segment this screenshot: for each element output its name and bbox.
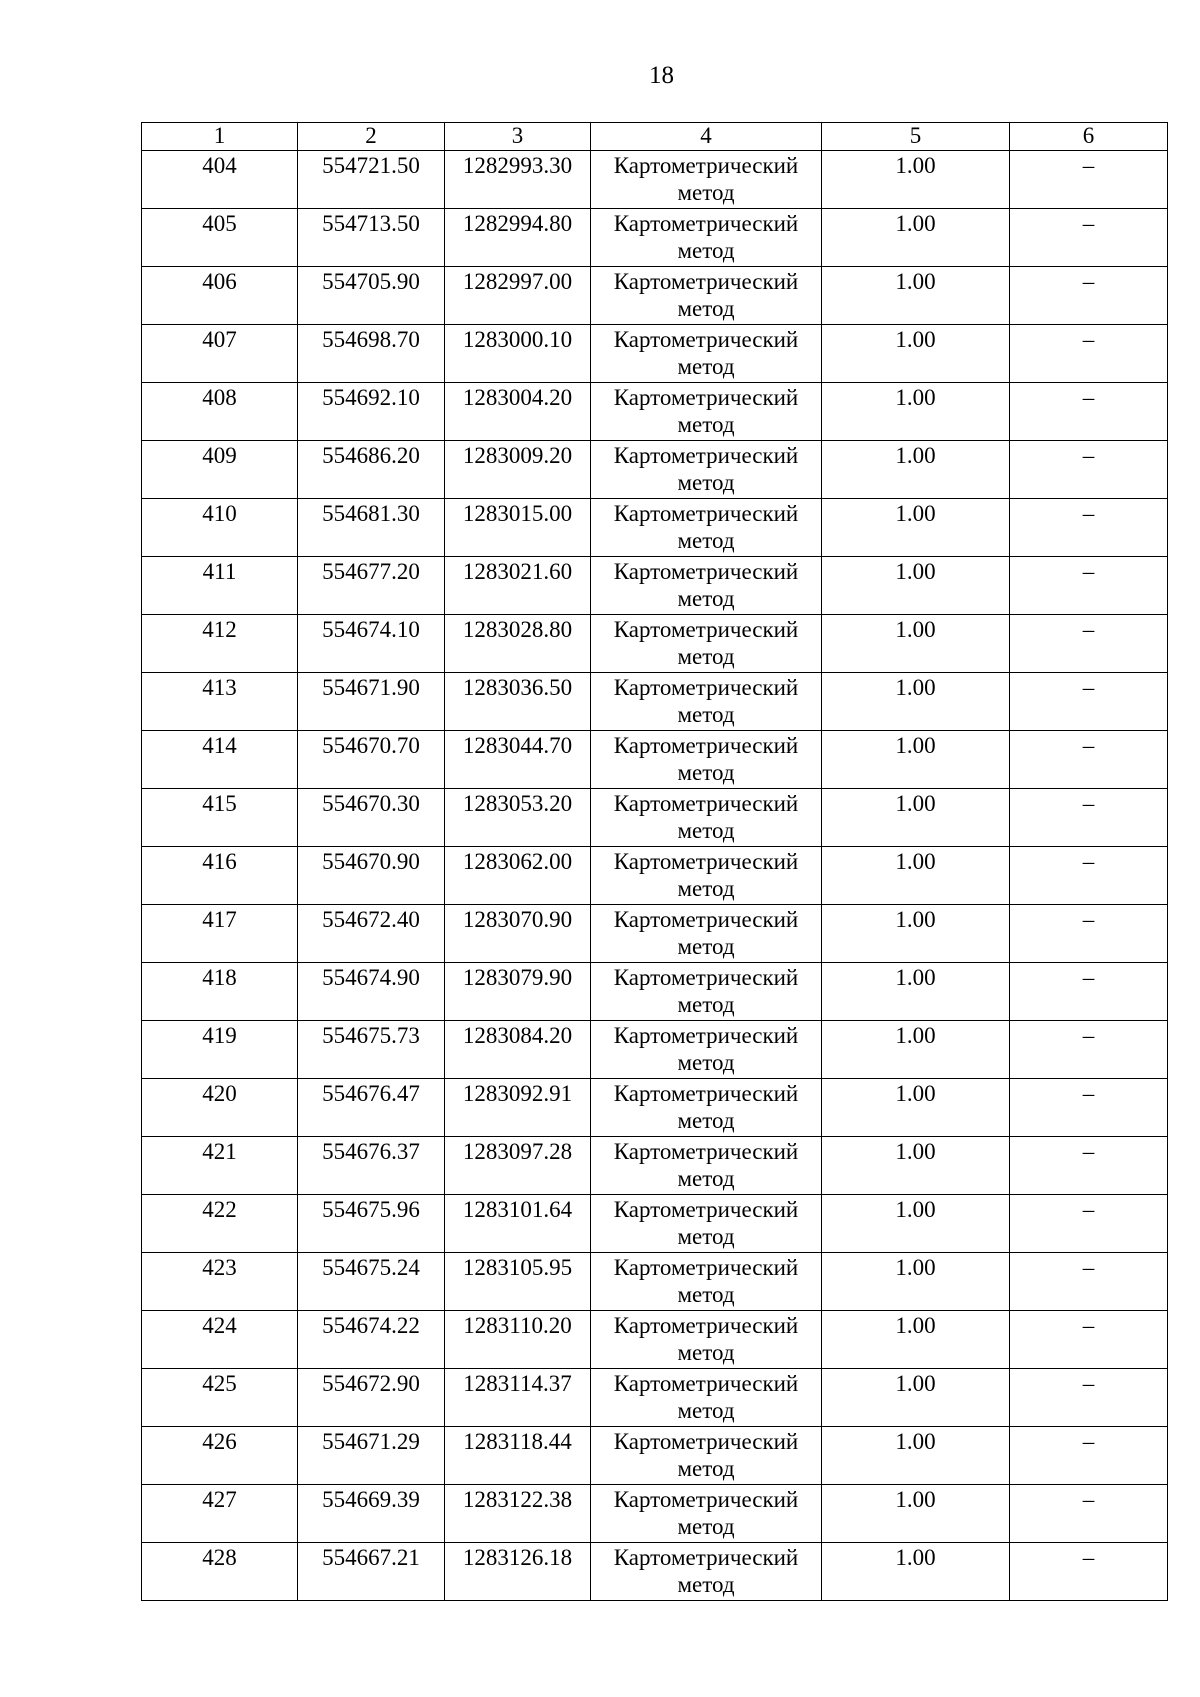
x-coordinate-cell: 554675.24 (298, 1253, 445, 1311)
point-number-cell: 404 (142, 151, 298, 209)
method-line: метод (677, 296, 735, 321)
x-coordinate-cell: 554674.10 (298, 615, 445, 673)
method-line: Картометрический (613, 1255, 799, 1280)
x-coordinate-cell: 554676.47 (298, 1079, 445, 1137)
header-cell-point-number: 1 (142, 123, 298, 151)
accuracy-cell: 1.00 (822, 1195, 1010, 1253)
y-coordinate-cell: 1283070.90 (445, 905, 591, 963)
header-cell-y: 3 (445, 123, 591, 151)
method-cell (591, 1195, 822, 1253)
note-cell: – (1010, 615, 1168, 673)
x-coordinate-cell: 554705.90 (298, 267, 445, 325)
y-coordinate-cell: 1283122.38 (445, 1485, 591, 1543)
note-cell: – (1010, 325, 1168, 383)
method-cell (591, 557, 822, 615)
point-number-cell: 421 (142, 1137, 298, 1195)
method-cell (591, 267, 822, 325)
point-number-cell: 425 (142, 1369, 298, 1427)
method-line: Картометрический (613, 733, 799, 758)
method-cell (591, 1137, 822, 1195)
method-cell (591, 1079, 822, 1137)
point-number-cell: 410 (142, 499, 298, 557)
y-coordinate-cell: 1283084.20 (445, 1021, 591, 1079)
note-cell: – (1010, 731, 1168, 789)
method-line: метод (677, 1166, 735, 1191)
accuracy-cell: 1.00 (822, 151, 1010, 209)
point-number-cell: 419 (142, 1021, 298, 1079)
note-cell: – (1010, 499, 1168, 557)
accuracy-cell: 1.00 (822, 267, 1010, 325)
table-row (142, 673, 1168, 731)
table-row (142, 731, 1168, 789)
point-number-cell: 408 (142, 383, 298, 441)
point-number-cell: 415 (142, 789, 298, 847)
table-row (142, 847, 1168, 905)
table-row (142, 209, 1168, 267)
x-coordinate-cell: 554667.21 (298, 1543, 445, 1601)
note-cell: – (1010, 1253, 1168, 1311)
y-coordinate-cell: 1283101.64 (445, 1195, 591, 1253)
x-coordinate-cell: 554692.10 (298, 383, 445, 441)
x-coordinate-cell: 554677.20 (298, 557, 445, 615)
accuracy-cell: 1.00 (822, 1021, 1010, 1079)
note-cell: – (1010, 151, 1168, 209)
note-cell: – (1010, 1021, 1168, 1079)
y-coordinate-cell: 1283126.18 (445, 1543, 591, 1601)
note-cell: – (1010, 1427, 1168, 1485)
point-number-cell: 428 (142, 1543, 298, 1601)
accuracy-cell: 1.00 (822, 1253, 1010, 1311)
method-cell (591, 499, 822, 557)
x-coordinate-cell: 554713.50 (298, 209, 445, 267)
point-number-cell: 406 (142, 267, 298, 325)
table-row (142, 963, 1168, 1021)
method-cell (591, 905, 822, 963)
note-cell: – (1010, 1195, 1168, 1253)
table-row (142, 1079, 1168, 1137)
y-coordinate-cell: 1283118.44 (445, 1427, 591, 1485)
accuracy-cell: 1.00 (822, 557, 1010, 615)
method-cell (591, 731, 822, 789)
accuracy-cell: 1.00 (822, 325, 1010, 383)
note-cell: – (1010, 789, 1168, 847)
table-row (142, 615, 1168, 673)
method-line: метод (677, 470, 735, 495)
method-line: метод (677, 1108, 735, 1133)
point-number-cell: 417 (142, 905, 298, 963)
method-line: метод (677, 1050, 735, 1075)
header-cell-accuracy: 5 (822, 123, 1010, 151)
y-coordinate-cell: 1282994.80 (445, 209, 591, 267)
method-line: метод (677, 1398, 735, 1423)
method-line: Картометрический (613, 1545, 799, 1570)
point-number-cell: 422 (142, 1195, 298, 1253)
method-line: Картометрический (613, 849, 799, 874)
accuracy-cell: 1.00 (822, 1485, 1010, 1543)
method-line: метод (677, 992, 735, 1017)
method-line: Картометрический (613, 327, 799, 352)
header-row (142, 123, 1168, 151)
table-row (142, 1485, 1168, 1543)
note-cell: – (1010, 847, 1168, 905)
method-line: Картометрический (613, 1371, 799, 1396)
table-row (142, 151, 1168, 209)
method-cell (591, 963, 822, 1021)
y-coordinate-cell: 1283105.95 (445, 1253, 591, 1311)
page-number: 18 (649, 62, 674, 89)
x-coordinate-cell: 554721.50 (298, 151, 445, 209)
table-body (142, 151, 1168, 1601)
point-number-cell: 424 (142, 1311, 298, 1369)
coordinates-table (141, 122, 1168, 1601)
x-coordinate-cell: 554675.96 (298, 1195, 445, 1253)
accuracy-cell: 1.00 (822, 731, 1010, 789)
note-cell: – (1010, 441, 1168, 499)
method-line: Картометрический (613, 1139, 799, 1164)
x-coordinate-cell: 554671.29 (298, 1427, 445, 1485)
method-line: метод (677, 876, 735, 901)
table-row (142, 441, 1168, 499)
y-coordinate-cell: 1283062.00 (445, 847, 591, 905)
point-number-cell: 416 (142, 847, 298, 905)
x-coordinate-cell: 554672.40 (298, 905, 445, 963)
method-line: Картометрический (613, 907, 799, 932)
y-coordinate-cell: 1283028.80 (445, 615, 591, 673)
method-cell (591, 1543, 822, 1601)
y-coordinate-cell: 1282993.30 (445, 151, 591, 209)
note-cell: – (1010, 557, 1168, 615)
method-cell (591, 847, 822, 905)
method-cell (591, 383, 822, 441)
method-cell (591, 1369, 822, 1427)
method-line: Картометрический (613, 791, 799, 816)
method-line: Картометрический (613, 501, 799, 526)
note-cell: – (1010, 383, 1168, 441)
point-number-cell: 414 (142, 731, 298, 789)
x-coordinate-cell: 554671.90 (298, 673, 445, 731)
method-line: Картометрический (613, 1313, 799, 1338)
x-coordinate-cell: 554676.37 (298, 1137, 445, 1195)
accuracy-cell: 1.00 (822, 383, 1010, 441)
y-coordinate-cell: 1283044.70 (445, 731, 591, 789)
y-coordinate-cell: 1283079.90 (445, 963, 591, 1021)
table-row (142, 1311, 1168, 1369)
y-coordinate-cell: 1283053.20 (445, 789, 591, 847)
method-cell (591, 151, 822, 209)
method-line: метод (677, 354, 735, 379)
y-coordinate-cell: 1283004.20 (445, 383, 591, 441)
accuracy-cell: 1.00 (822, 615, 1010, 673)
table-row (142, 1253, 1168, 1311)
y-coordinate-cell: 1282997.00 (445, 267, 591, 325)
method-line: метод (677, 1456, 735, 1481)
x-coordinate-cell: 554674.90 (298, 963, 445, 1021)
y-coordinate-cell: 1283015.00 (445, 499, 591, 557)
method-line: Картометрический (613, 1487, 799, 1512)
method-line: метод (677, 180, 735, 205)
y-coordinate-cell: 1283021.60 (445, 557, 591, 615)
method-line: Картометрический (613, 559, 799, 584)
note-cell: – (1010, 1079, 1168, 1137)
table-row (142, 557, 1168, 615)
table-header (142, 123, 1168, 151)
accuracy-cell: 1.00 (822, 673, 1010, 731)
accuracy-cell: 1.00 (822, 499, 1010, 557)
table-row (142, 1137, 1168, 1195)
accuracy-cell: 1.00 (822, 1311, 1010, 1369)
method-line: Картометрический (613, 675, 799, 700)
x-coordinate-cell: 554675.73 (298, 1021, 445, 1079)
table-row (142, 905, 1168, 963)
method-cell (591, 1021, 822, 1079)
accuracy-cell: 1.00 (822, 209, 1010, 267)
method-cell (591, 673, 822, 731)
method-cell (591, 325, 822, 383)
accuracy-cell: 1.00 (822, 1543, 1010, 1601)
method-cell (591, 1311, 822, 1369)
header-cell-method: 4 (591, 123, 822, 151)
note-cell: – (1010, 905, 1168, 963)
method-line: метод (677, 1572, 735, 1597)
point-number-cell: 420 (142, 1079, 298, 1137)
header-cell-x: 2 (298, 123, 445, 151)
note-cell: – (1010, 1543, 1168, 1601)
method-cell (591, 1253, 822, 1311)
method-cell (591, 209, 822, 267)
method-line: Картометрический (613, 443, 799, 468)
method-line: метод (677, 934, 735, 959)
method-line: Картометрический (613, 1023, 799, 1048)
method-line: Картометрический (613, 1197, 799, 1222)
method-line: метод (677, 1340, 735, 1365)
method-line: метод (677, 528, 735, 553)
point-number-cell: 405 (142, 209, 298, 267)
x-coordinate-cell: 554674.22 (298, 1311, 445, 1369)
y-coordinate-cell: 1283092.91 (445, 1079, 591, 1137)
table-row (142, 267, 1168, 325)
point-number-cell: 411 (142, 557, 298, 615)
method-line: метод (677, 1224, 735, 1249)
table-row (142, 789, 1168, 847)
method-line: Картометрический (613, 153, 799, 178)
table-row (142, 499, 1168, 557)
method-line: Картометрический (613, 269, 799, 294)
method-line: метод (677, 760, 735, 785)
accuracy-cell: 1.00 (822, 847, 1010, 905)
point-number-cell: 413 (142, 673, 298, 731)
x-coordinate-cell: 554669.39 (298, 1485, 445, 1543)
method-line: Картометрический (613, 1081, 799, 1106)
x-coordinate-cell: 554670.30 (298, 789, 445, 847)
table-row (142, 1021, 1168, 1079)
y-coordinate-cell: 1283097.28 (445, 1137, 591, 1195)
y-coordinate-cell: 1283110.20 (445, 1311, 591, 1369)
x-coordinate-cell: 554698.70 (298, 325, 445, 383)
method-cell (591, 1427, 822, 1485)
method-cell (591, 789, 822, 847)
x-coordinate-cell: 554672.90 (298, 1369, 445, 1427)
table-row (142, 1427, 1168, 1485)
table-row (142, 1369, 1168, 1427)
note-cell: – (1010, 1137, 1168, 1195)
point-number-cell: 409 (142, 441, 298, 499)
point-number-cell: 418 (142, 963, 298, 1021)
x-coordinate-cell: 554670.90 (298, 847, 445, 905)
method-line: Картометрический (613, 617, 799, 642)
x-coordinate-cell: 554681.30 (298, 499, 445, 557)
method-line: метод (677, 1514, 735, 1539)
table-row (142, 383, 1168, 441)
x-coordinate-cell: 554686.20 (298, 441, 445, 499)
y-coordinate-cell: 1283000.10 (445, 325, 591, 383)
method-line: Картометрический (613, 211, 799, 236)
accuracy-cell: 1.00 (822, 1079, 1010, 1137)
method-line: Картометрический (613, 385, 799, 410)
note-cell: – (1010, 209, 1168, 267)
note-cell: – (1010, 1485, 1168, 1543)
y-coordinate-cell: 1283009.20 (445, 441, 591, 499)
method-line: метод (677, 586, 735, 611)
method-line: метод (677, 644, 735, 669)
method-cell (591, 441, 822, 499)
y-coordinate-cell: 1283036.50 (445, 673, 591, 731)
method-cell (591, 1485, 822, 1543)
point-number-cell: 412 (142, 615, 298, 673)
point-number-cell: 426 (142, 1427, 298, 1485)
accuracy-cell: 1.00 (822, 789, 1010, 847)
note-cell: – (1010, 1369, 1168, 1427)
accuracy-cell: 1.00 (822, 1427, 1010, 1485)
method-line: Картометрический (613, 1429, 799, 1454)
method-line: метод (677, 1282, 735, 1307)
method-line: метод (677, 238, 735, 263)
note-cell: – (1010, 1311, 1168, 1369)
table-row (142, 1543, 1168, 1601)
method-line: метод (677, 412, 735, 437)
note-cell: – (1010, 673, 1168, 731)
accuracy-cell: 1.00 (822, 905, 1010, 963)
table-row (142, 325, 1168, 383)
table-row (142, 1195, 1168, 1253)
accuracy-cell: 1.00 (822, 1369, 1010, 1427)
y-coordinate-cell: 1283114.37 (445, 1369, 591, 1427)
point-number-cell: 407 (142, 325, 298, 383)
accuracy-cell: 1.00 (822, 1137, 1010, 1195)
method-cell (591, 615, 822, 673)
point-number-cell: 423 (142, 1253, 298, 1311)
accuracy-cell: 1.00 (822, 963, 1010, 1021)
note-cell: – (1010, 267, 1168, 325)
method-line: Картометрический (613, 965, 799, 990)
method-line: метод (677, 702, 735, 727)
x-coordinate-cell: 554670.70 (298, 731, 445, 789)
header-cell-note: 6 (1010, 123, 1168, 151)
note-cell: – (1010, 963, 1168, 1021)
point-number-cell: 427 (142, 1485, 298, 1543)
method-line: метод (677, 818, 735, 843)
accuracy-cell: 1.00 (822, 441, 1010, 499)
